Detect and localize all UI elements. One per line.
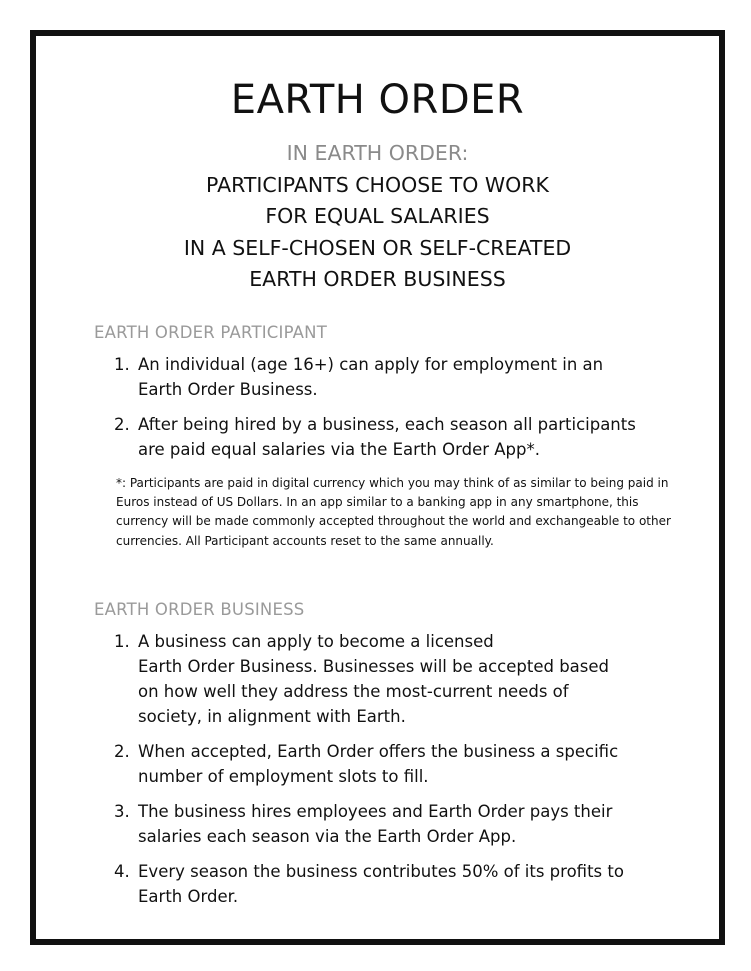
list-number: 2. — [114, 742, 130, 761]
page-title: EARTH ORDER — [230, 77, 525, 123]
list-line: are paid equal salaries via the Earth Order App*. — [138, 440, 540, 459]
intro-line: FOR EQUAL SALARIES — [265, 204, 490, 228]
list-number: 3. — [114, 802, 130, 821]
business-heading: EARTH ORDER BUSINESS — [94, 600, 305, 619]
list-item — [114, 629, 694, 729]
list-number: 2. — [114, 415, 130, 434]
list-number: 4. — [114, 862, 130, 881]
intro-line: IN A SELF-CHOSEN OR SELF-CREATED — [183, 235, 572, 260]
intro-block — [36, 138, 719, 296]
list-number: 1. — [114, 632, 130, 651]
intro-line: PARTICIPANTS CHOOSE TO WORK — [206, 172, 549, 197]
list-item — [114, 859, 694, 909]
list-number: 1. — [114, 355, 130, 374]
list-line: After being hired by a business, each season all participants — [138, 415, 636, 434]
intro-lead: IN EARTH ORDER: — [286, 141, 469, 165]
list-line: Every season the business contributes 50% of its profits to — [138, 862, 624, 881]
list-item — [114, 799, 694, 849]
list-line: salaries each season via the Earth Order App. — [138, 827, 517, 846]
document-body — [36, 36, 719, 939]
list-line: The business hires employees and Earth Order pays their — [138, 802, 613, 821]
participant-heading: EARTH ORDER PARTICIPANT — [94, 323, 327, 342]
list-item — [114, 352, 694, 402]
list-line: When accepted, Earth Order offers the business a specific — [138, 742, 619, 761]
list-line: A business can apply to become a licensed — [138, 632, 494, 651]
intro-line: EARTH ORDER BUSINESS — [249, 267, 506, 291]
page-border — [30, 30, 725, 945]
list-item — [114, 739, 694, 789]
list-item — [114, 412, 694, 462]
list-line: society, in alignment with Earth. — [138, 707, 406, 726]
list-line: Earth Order Business. — [138, 380, 318, 399]
list-line: An individual (age 16+) can apply for employment in an — [138, 355, 604, 374]
footnote: *: Participants are paid in digital currency which you may think of as similar to being paid in Euros instead of US Dollars. In an app similar to a banking app in any smartphone, this currency will be made commonly accepted throughout the world and exchangeable to other currencies. All Participant accounts reset to the same annually. — [116, 476, 671, 548]
list-line: Earth Order. — [138, 887, 239, 906]
list-line: Earth Order Business. Businesses will be accepted based — [138, 657, 610, 676]
list-line: on how well they address the most-current needs of — [138, 682, 569, 701]
participant-list — [114, 352, 694, 472]
business-list — [114, 629, 694, 919]
list-line: number of employment slots to fill. — [138, 767, 429, 786]
